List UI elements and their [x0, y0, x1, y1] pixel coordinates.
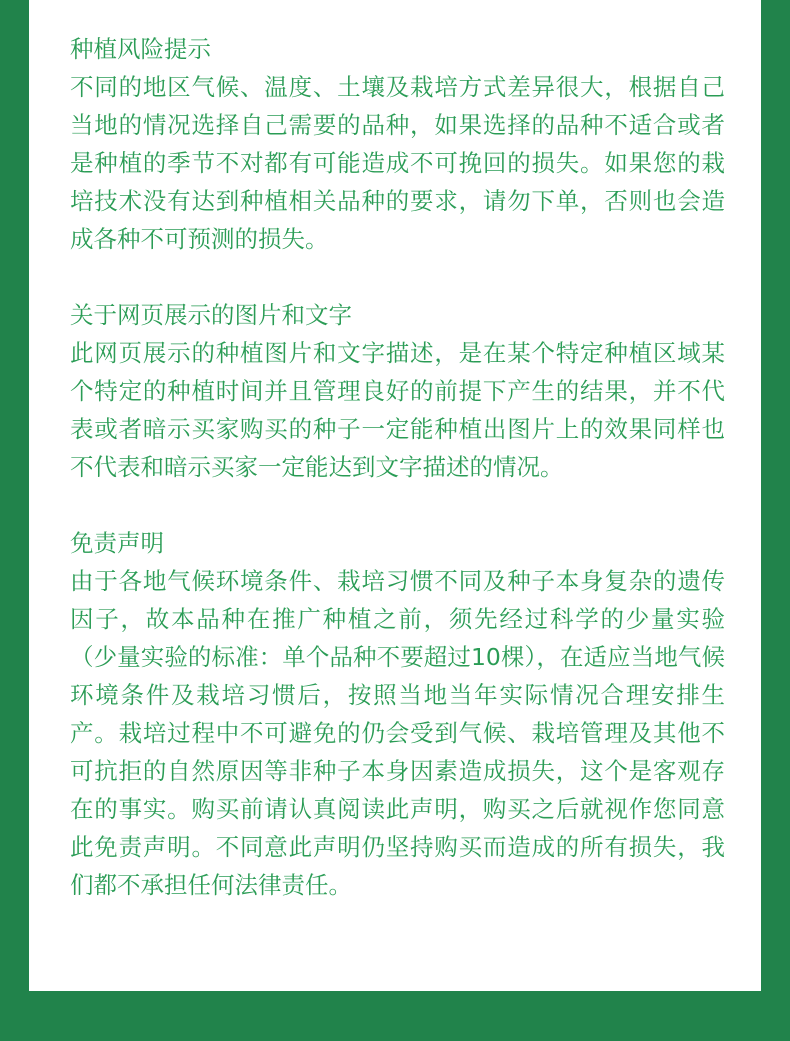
section-images-and-text: [70, 296, 725, 486]
content-panel: [29, 0, 761, 991]
section-body: 不同的地区气候、温度、土壤及栽培方式差异很大，根据自己当地的情况选择自己需要的品种，如果选择的品种不适合或者是种植的季节不对都有可能造成不可挽回的损失。如果您的栽培技术没有达到种植相关品种的要求，请勿下单，否则也会造成各种不可预测的损失。: [70, 73, 725, 253]
notice-content: [70, 30, 725, 904]
section-disclaimer: [70, 524, 725, 904]
section-title: 种植风险提示: [70, 35, 211, 63]
section-body: 由于各地气候环境条件、栽培习惯不同及种子本身复杂的遗传因子，故本品种在推广种植之前，须先经过科学的少量实验（少量实验的标准：单个品种不要超过10棵），在适应当地气候环境条件及栽培习惯后，按照当地当年实际情况合理安排生产。栽培过程中不可避免的仍会受到气候、栽培管理及其他不可抗拒的自然原因等非种子本身因素造成损失，这个是客观存在的事实。购买前请认真阅读此声明，购买之后就视作您同意此免责声明。不同意此声明仍坚持购买而造成的所有损失，我们都不承担任何法律责任。: [70, 567, 725, 899]
section-title: 免责声明: [70, 529, 164, 557]
section-title: 关于网页展示的图片和文字: [70, 301, 352, 329]
section-planting-risk: [70, 30, 725, 258]
section-body: 此网页展示的种植图片和文字描述，是在某个特定种植区域某个特定的种植时间并且管理良好的前提下产生的结果，并不代表或者暗示买家购买的种子一定能种植出图片上的效果同样也不代表和暗示买家一定能达到文字描述的情况。: [70, 339, 725, 481]
